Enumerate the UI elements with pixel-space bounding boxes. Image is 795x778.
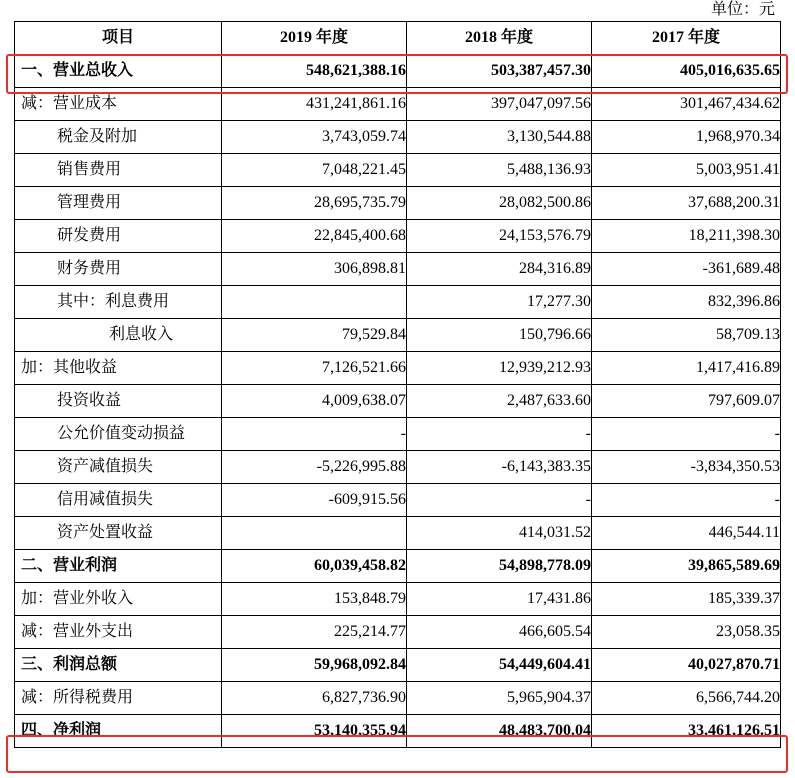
row-label: 利息收入 <box>15 319 222 352</box>
row-label: 二、营业利润 <box>15 550 222 583</box>
table-row <box>15 418 781 451</box>
row-label: 销售费用 <box>15 154 222 187</box>
value-2018: - <box>407 418 592 451</box>
value-2017: - <box>592 418 781 451</box>
value-2017: 23,058.35 <box>592 616 781 649</box>
table-row <box>15 286 781 319</box>
value-2018: 17,277.30 <box>407 286 592 319</box>
value-2017: 405,016,635.65 <box>592 55 781 88</box>
table-row <box>15 715 781 748</box>
row-label: 减：营业成本 <box>15 88 222 121</box>
income-statement-table <box>14 21 781 748</box>
row-label: 加：营业外收入 <box>15 583 222 616</box>
value-2019: 548,621,388.16 <box>222 55 407 88</box>
unit-label: 单位：元 <box>710 1 775 18</box>
value-2019 <box>222 286 407 319</box>
row-label: 信用减值损失 <box>15 484 222 517</box>
value-2017: 1,417,416.89 <box>592 352 781 385</box>
value-2018: 397,047,097.56 <box>407 88 592 121</box>
value-2019: 153,848.79 <box>222 583 407 616</box>
value-2019 <box>222 517 407 550</box>
table-row <box>15 121 781 154</box>
value-2018: 466,605.54 <box>407 616 592 649</box>
table-header-row <box>15 22 781 55</box>
header-2019: 2019 年度 <box>222 22 407 55</box>
value-2019: 6,827,736.90 <box>222 682 407 715</box>
value-2017: 301,467,434.62 <box>592 88 781 121</box>
value-2018: 5,965,904.37 <box>407 682 592 715</box>
row-label: 公允价值变动损益 <box>15 418 222 451</box>
row-label: 四、净利润 <box>15 715 222 748</box>
value-2018: 54,898,778.09 <box>407 550 592 583</box>
value-2018: -6,143,383.35 <box>407 451 592 484</box>
value-2019: 59,968,092.84 <box>222 649 407 682</box>
value-2017: 6,566,744.20 <box>592 682 781 715</box>
table-row <box>15 154 781 187</box>
value-2017: 37,688,200.31 <box>592 187 781 220</box>
row-label: 管理费用 <box>15 187 222 220</box>
value-2019: 431,241,861.16 <box>222 88 407 121</box>
value-2017: -3,834,350.53 <box>592 451 781 484</box>
value-2017: 40,027,870.71 <box>592 649 781 682</box>
row-label: 减：所得税费用 <box>15 682 222 715</box>
table-row <box>15 55 781 88</box>
value-2019: 306,898.81 <box>222 253 407 286</box>
table-row <box>15 550 781 583</box>
value-2017: 5,003,951.41 <box>592 154 781 187</box>
value-2019: 7,126,521.66 <box>222 352 407 385</box>
value-2019: -5,226,995.88 <box>222 451 407 484</box>
table-row <box>15 484 781 517</box>
value-2019: 3,743,059.74 <box>222 121 407 154</box>
header-item: 项目 <box>15 22 222 55</box>
value-2018: 24,153,576.79 <box>407 220 592 253</box>
value-2018: 2,487,633.60 <box>407 385 592 418</box>
table-row <box>15 253 781 286</box>
row-label: 其中：利息费用 <box>15 286 222 319</box>
row-label: 研发费用 <box>15 220 222 253</box>
value-2019: 4,009,638.07 <box>222 385 407 418</box>
table-row <box>15 352 781 385</box>
table-row <box>15 682 781 715</box>
table-row <box>15 187 781 220</box>
value-2019: 53,140,355.94 <box>222 715 407 748</box>
value-2018: 503,387,457.30 <box>407 55 592 88</box>
value-2019: 60,039,458.82 <box>222 550 407 583</box>
value-2018: 17,431.86 <box>407 583 592 616</box>
header-2018: 2018 年度 <box>407 22 592 55</box>
table-row <box>15 517 781 550</box>
value-2018: 150,796.66 <box>407 319 592 352</box>
value-2017: -361,689.48 <box>592 253 781 286</box>
header-2017: 2017 年度 <box>592 22 781 55</box>
row-label: 税金及附加 <box>15 121 222 154</box>
table-row <box>15 220 781 253</box>
value-2019: 79,529.84 <box>222 319 407 352</box>
value-2018: 3,130,544.88 <box>407 121 592 154</box>
value-2017: 446,544.11 <box>592 517 781 550</box>
value-2019: 22,845,400.68 <box>222 220 407 253</box>
row-label: 资产处置收益 <box>15 517 222 550</box>
table-row <box>15 385 781 418</box>
table-row <box>15 649 781 682</box>
table-row <box>15 616 781 649</box>
value-2017: 185,339.37 <box>592 583 781 616</box>
value-2017: 832,396.86 <box>592 286 781 319</box>
value-2017: 1,968,970.34 <box>592 121 781 154</box>
table-row <box>15 88 781 121</box>
row-label: 减：营业外支出 <box>15 616 222 649</box>
value-2018: 284,316.89 <box>407 253 592 286</box>
row-label: 财务费用 <box>15 253 222 286</box>
value-2018: 414,031.52 <box>407 517 592 550</box>
table-row <box>15 451 781 484</box>
value-2018: 54,449,604.41 <box>407 649 592 682</box>
value-2018: 12,939,212.93 <box>407 352 592 385</box>
table-row <box>15 583 781 616</box>
value-2017: 18,211,398.30 <box>592 220 781 253</box>
value-2017: - <box>592 484 781 517</box>
value-2018: 28,082,500.86 <box>407 187 592 220</box>
value-2019: 225,214.77 <box>222 616 407 649</box>
row-label: 三、利润总额 <box>15 649 222 682</box>
value-2019: 7,048,221.45 <box>222 154 407 187</box>
value-2019: 28,695,735.79 <box>222 187 407 220</box>
value-2018: 5,488,136.93 <box>407 154 592 187</box>
row-label: 资产减值损失 <box>15 451 222 484</box>
row-label: 加：其他收益 <box>15 352 222 385</box>
value-2017: 39,865,589.69 <box>592 550 781 583</box>
value-2017: 797,609.07 <box>592 385 781 418</box>
table-body <box>15 55 781 748</box>
row-label: 投资收益 <box>15 385 222 418</box>
table-row <box>15 319 781 352</box>
value-2019: - <box>222 418 407 451</box>
value-2017: 58,709.13 <box>592 319 781 352</box>
row-label: 一、营业总收入 <box>15 55 222 88</box>
value-2017: 33,461,126.51 <box>592 715 781 748</box>
value-2018: - <box>407 484 592 517</box>
value-2018: 48,483,700.04 <box>407 715 592 748</box>
value-2019: -609,915.56 <box>222 484 407 517</box>
